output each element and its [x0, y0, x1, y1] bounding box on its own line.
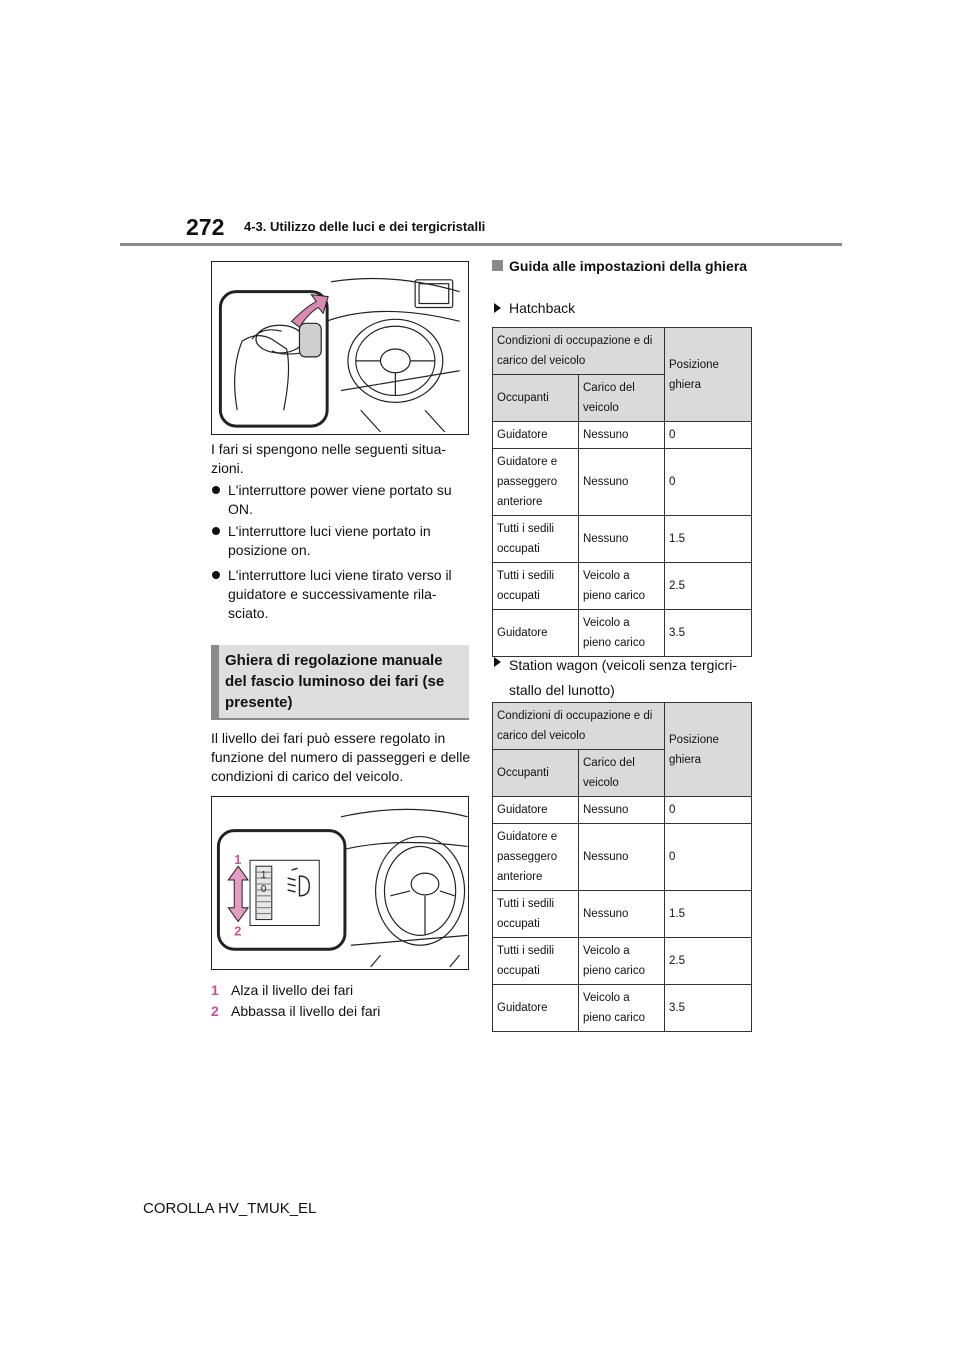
cell-occupants: Tutti i sedili occupati	[493, 891, 579, 938]
dial-drawing	[212, 797, 468, 969]
cell-load: Nessuno	[579, 422, 665, 449]
cell-load: Nessuno	[579, 449, 665, 516]
variant-hatchback	[492, 299, 754, 318]
table-row	[493, 516, 752, 563]
dial-up-label: 1	[234, 852, 242, 868]
cell-occupants: Guidatore	[493, 422, 579, 449]
legend-item	[211, 982, 353, 998]
header-conditions: Condizioni di occupazione e di carico del veicolo	[493, 328, 665, 375]
table-row	[493, 797, 752, 824]
header-load: Carico del veicolo	[579, 375, 665, 422]
guide-heading	[492, 256, 754, 276]
dial-illustration	[211, 796, 469, 970]
cell-load: Veicolo a pieno carico	[579, 938, 665, 985]
intro-paragraph: I fari si spengono nelle seguenti situa-zioni.	[211, 441, 447, 476]
header-position: Posizione ghiera	[665, 328, 752, 422]
guide-heading-text: Guida alle impostazioni della ghiera	[509, 258, 748, 274]
variant-station-wagon	[492, 653, 754, 703]
bullet-item	[211, 481, 473, 519]
cell-occupants: Guidatore	[493, 985, 579, 1032]
header-conditions: Condizioni di occupazione e di carico del veicolo	[493, 703, 665, 750]
variant-text: Hatchback	[509, 300, 576, 316]
cell-load: Nessuno	[579, 797, 665, 824]
cell-position: 2.5	[665, 938, 752, 985]
bullet-text: L'interruttore luci viene portato in posizione on.	[228, 523, 431, 558]
header-rule	[120, 243, 842, 246]
section-heading-box	[211, 645, 469, 720]
bullet-dot-icon	[212, 527, 220, 535]
header-position: Posizione ghiera	[665, 703, 752, 797]
dial-scale-top: 1	[260, 870, 267, 882]
bullet-item	[211, 522, 473, 560]
cell-occupants: Tutti i sedili occupati	[493, 938, 579, 985]
header-load: Carico del veicolo	[579, 750, 665, 797]
legend-text: Abbassa il livello dei fari	[231, 1003, 381, 1019]
legend-item	[211, 1003, 380, 1019]
section-heading: Ghiera di regolazione manuale del fascio luminoso dei fari (se presente)	[225, 652, 445, 711]
light-switch-drawing	[212, 262, 468, 434]
table-row	[493, 563, 752, 610]
variant-text: Station wagon (veicoli senza tergicri-stallo del lunotto)	[509, 657, 737, 698]
table-row	[493, 891, 752, 938]
bullet-dot-icon	[212, 486, 220, 494]
triangle-bullet-icon	[494, 303, 501, 313]
cell-occupants: Guidatore	[493, 610, 579, 657]
dial-settings-table-station-wagon	[492, 702, 752, 1032]
cell-position: 0	[665, 422, 752, 449]
cell-load: Nessuno	[579, 516, 665, 563]
cell-occupants: Guidatore e passeggero anteriore	[493, 824, 579, 891]
cell-load: Nessuno	[579, 824, 665, 891]
table-row	[493, 422, 752, 449]
section-title: 4-3. Utilizzo delle luci e dei tergicristalli	[244, 219, 486, 234]
table-row	[493, 824, 752, 891]
dial-down-label: 2	[234, 923, 242, 939]
light-switch-illustration	[211, 261, 469, 435]
table-row	[493, 610, 752, 657]
page-number: 272	[186, 214, 225, 240]
cell-position: 2.5	[665, 563, 752, 610]
cell-position: 1.5	[665, 891, 752, 938]
cell-load: Veicolo a pieno carico	[579, 563, 665, 610]
table-row	[493, 938, 752, 985]
table-row	[493, 449, 752, 516]
bullet-dot-icon	[212, 571, 220, 579]
cell-position: 0	[665, 824, 752, 891]
cell-load: Nessuno	[579, 891, 665, 938]
legend-text: Alza il livello dei fari	[231, 982, 354, 998]
cell-occupants: Tutti i sedili occupati	[493, 563, 579, 610]
cell-position: 0	[665, 797, 752, 824]
cell-occupants: Guidatore e passeggero anteriore	[493, 449, 579, 516]
legend-number: 1	[211, 982, 219, 998]
triangle-bullet-icon	[494, 657, 501, 667]
table-row	[493, 985, 752, 1032]
cell-position: 3.5	[665, 610, 752, 657]
cell-load: Veicolo a pieno carico	[579, 610, 665, 657]
footer-model-code: COROLLA HV_TMUK_EL	[143, 1200, 317, 1217]
header-occupants: Occupanti	[493, 375, 579, 422]
dial-scale-bottom: 0	[260, 883, 267, 895]
bullet-text: L'interruttore luci viene tirato verso il guidatore e successivamente rila-sciato.	[228, 567, 452, 621]
header-occupants: Occupanti	[493, 750, 579, 797]
bullet-text: L'interruttore power viene portato su ON.	[228, 482, 452, 517]
cell-position: 0	[665, 449, 752, 516]
bullet-item	[211, 566, 473, 623]
square-bullet-icon	[492, 260, 503, 271]
dial-settings-table-hatchback	[492, 327, 752, 657]
cell-position: 3.5	[665, 985, 752, 1032]
cell-position: 1.5	[665, 516, 752, 563]
cell-occupants: Guidatore	[493, 797, 579, 824]
cell-occupants: Tutti i sedili occupati	[493, 516, 579, 563]
description-paragraph: Il livello dei fari può essere regolato in funzione del numero di passeggeri e delle condizioni di carico del veicolo.	[211, 730, 471, 784]
legend-number: 2	[211, 1003, 219, 1019]
heading-accent-bar	[211, 645, 219, 718]
cell-load: Veicolo a pieno carico	[579, 985, 665, 1032]
